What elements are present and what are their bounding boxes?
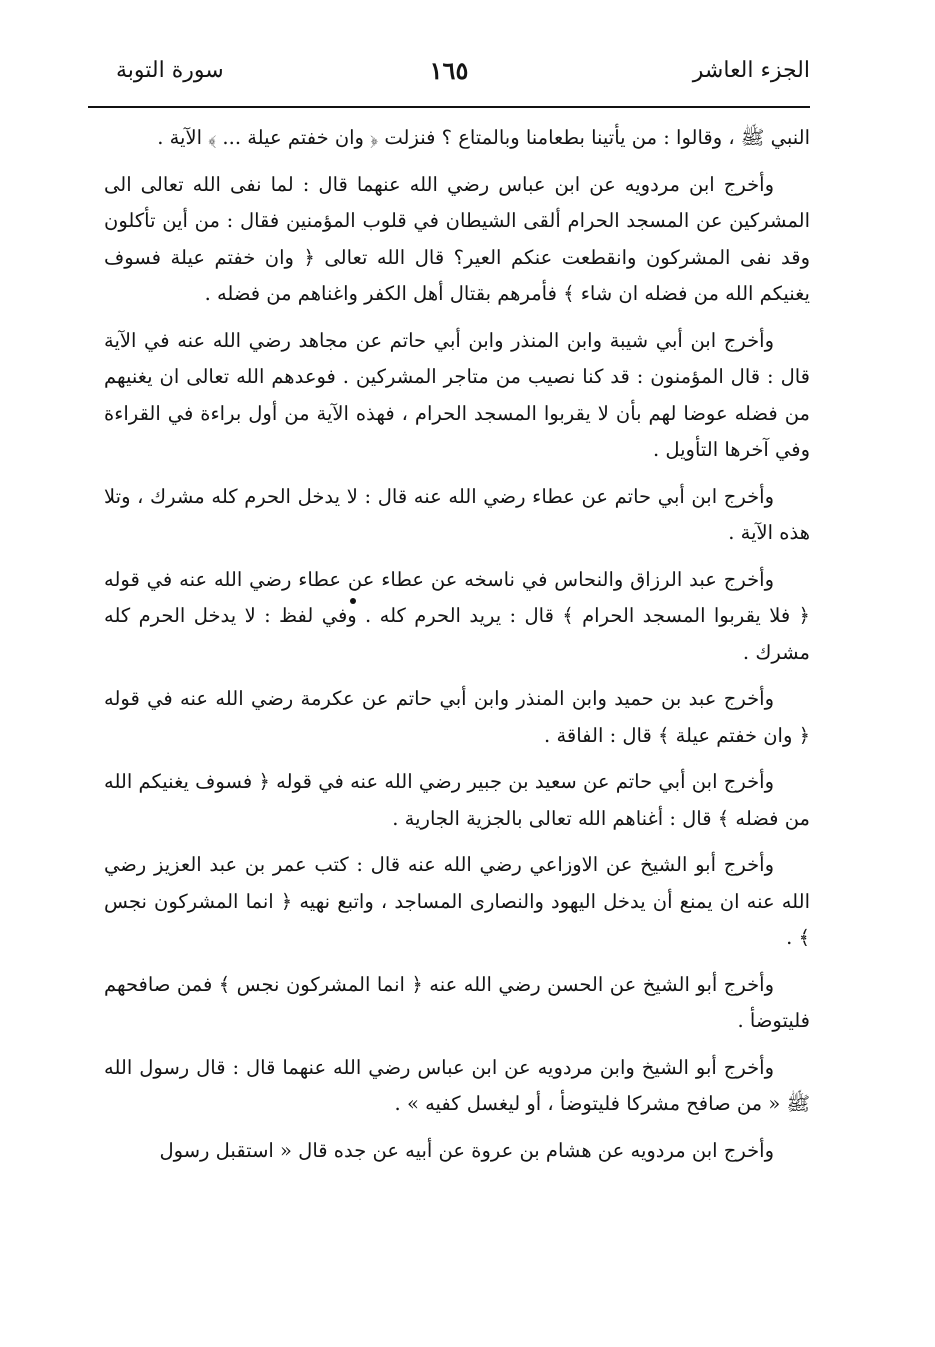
- paragraph: وأخرج أبو الشيخ عن الاوزاعي رضي الله عنه قال : كتب عمر بن عبد العزيز رضي الله عنه ان يمنع أن يدخل اليهود والنصارى المساجد ، واتبع نهيه ﴿ انما المشركون نجس ﴾ .: [104, 853, 810, 949]
- paragraph: وأخرج ابن أبي شيبة وابن المنذر وابن أبي حاتم عن مجاهد رضي الله عنه في الآية قال : قال المؤمنون : قد كنا نصيب من متاجر المشركين . فوعدهم الله تعالى ان يغنيهم من فضله عوضا لهم بأن لا يقربوا المسجد الحرام ، فهذه الآية من أول براءة في القراءة وفي آخرها التأويل .: [104, 328, 810, 461]
- paragraph-cut-off: وأخرج ابن مردويه عن هشام بن عروة عن أبيه عن جده قال « استقبل رسول: [159, 1138, 774, 1162]
- page-body: [104, 120, 810, 1179]
- ink-dot: [350, 598, 356, 604]
- paragraph: وأخرج عبد الرزاق والنحاس في ناسخه عن عطاء عن عطاء رضي الله عنه في قوله ﴿ فلا يقربوا المسجد الحرام ﴾ قال : يريد الحرم كله . وفي لفظ : لا يدخل الحرم كله مشرك .: [104, 567, 810, 664]
- paragraph: وأخرج ابن مردويه عن ابن عباس رضي الله عنهما قال : لما نفى الله تعالى الى المشركين عن المسجد الحرام ألقى الشيطان في قلوب المؤمنين فقال : من أين تأكلون وقد نفى المشركون وانقطعت عنكم العير؟ قال الله تعالى ﴿ وان خفتم عيلة فسوف يغنيكم الله من فضله ان شاء ﴾ فأمرهم بقتال أهل الكفر واغناهم من فضله .: [104, 172, 810, 305]
- paragraph: وأخرج أبو الشيخ عن الحسن رضي الله عنه ﴿ انما المشركون نجس ﴾ فمن صافحهم فليتوضأ .: [104, 972, 810, 1032]
- paragraph: وأخرج ابن أبي حاتم عن سعيد بن جبير رضي الله عنه في قوله ﴿ فسوف يغنيكم الله من فضله ﴾ قال : أغناهم الله تعالى بالجزية الجارية .: [104, 770, 810, 830]
- surah-title: سورة التوبة: [116, 58, 224, 83]
- paragraph-continued: النبي ﷺ ، وقالوا : من يأتينا بطعامنا وبالمتاع ؟ فنزلت ﴿ وان خفتم عيلة ... ﴾ الآية .: [157, 126, 810, 149]
- page-header: [88, 52, 810, 100]
- page-number: ١٦٥: [429, 56, 469, 85]
- paragraph: وأخرج ابن أبي حاتم عن عطاء رضي الله عنه قال : لا يدخل الحرم كله مشرك ، وتلا هذه الآية .: [104, 484, 810, 544]
- part-title: الجزء العاشر: [692, 58, 810, 83]
- paragraph: وأخرج أبو الشيخ وابن مردويه عن ابن عباس رضي الله عنهما قال : قال رسول الله ﷺ « من صافح مشركا فليتوضأ ، أو ليغسل كفيه » .: [104, 1055, 810, 1115]
- paragraph: وأخرج عبد بن حميد وابن المنذر وابن أبي حاتم عن عكرمة رضي الله عنه في قوله ﴿ وان خفتم عيلة ﴾ قال : الفاقة .: [104, 687, 810, 747]
- header-divider: [88, 106, 810, 108]
